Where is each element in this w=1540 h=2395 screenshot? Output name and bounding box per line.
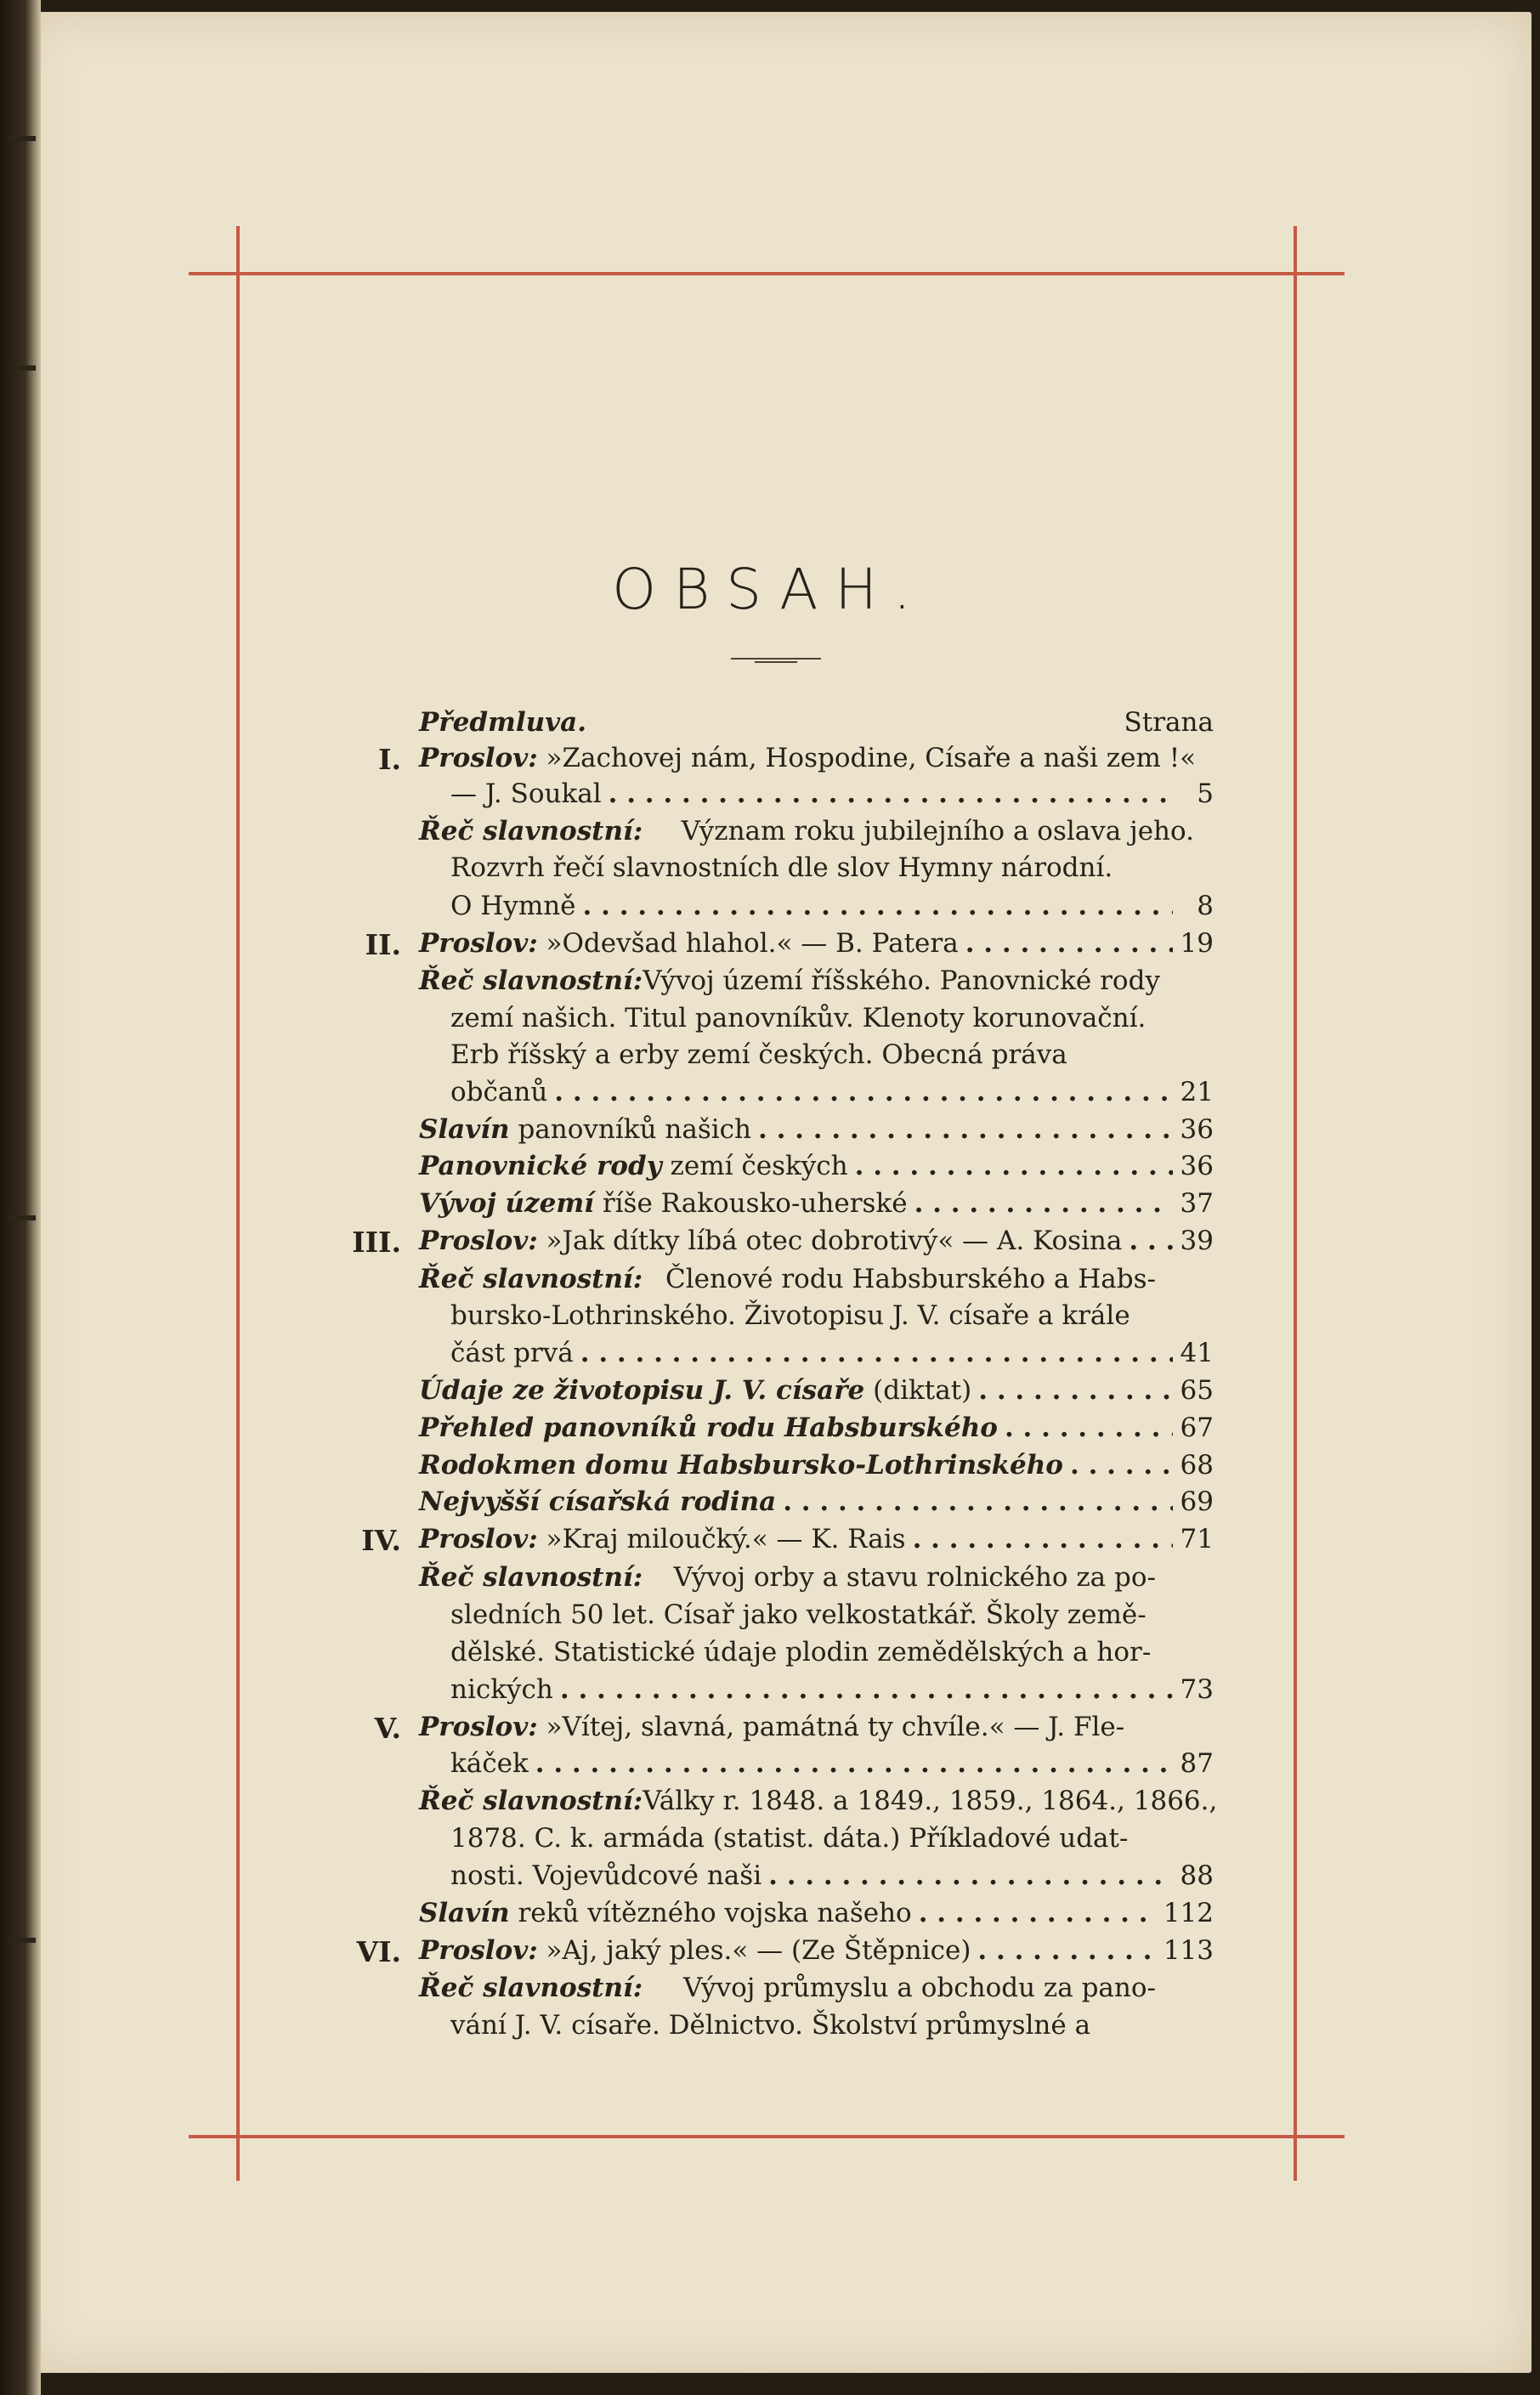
toc-entry-text: »Vítej, slavná, památná ty chvíle.« — J. Fle-: [546, 1712, 1125, 1742]
toc-entry: [419, 1375, 1214, 1406]
toc-entry-label: Řeč slavnostní:: [419, 816, 643, 846]
toc-entry-label: Předmluva.: [419, 707, 587, 738]
frame-rule-right: [1294, 226, 1297, 2181]
toc-entry-label: Údaje ze životopisu J. V. císaře: [419, 1375, 865, 1406]
toc-entry: [450, 1077, 1214, 1107]
toc-entry: [419, 1264, 1156, 1294]
toc-entry: [450, 1039, 1198, 1070]
toc-page-number: 39: [1180, 1226, 1214, 1256]
toc-entry: [419, 1413, 1214, 1443]
toc-entry-label: Proslov:: [419, 928, 538, 959]
toc-entry: [450, 2010, 1198, 2041]
toc-entry-text: bursko-Lothrinského. Životopisu J. V. císaře a krále: [450, 1300, 1130, 1331]
toc-entry: [450, 1637, 1198, 1667]
toc-entry-text: »Zachovej nám, Hospodine, Císaře a naši zem !«: [546, 743, 1197, 773]
toc-page-number: 41: [1180, 1338, 1214, 1368]
toc-entry: [419, 1486, 1214, 1517]
toc-entry-label: Řeč slavnostní:: [419, 1973, 643, 2003]
toc-section-number: V.: [374, 1712, 401, 1745]
toc-entry-text: panovníků našich: [518, 1114, 751, 1145]
toc-entry-label: Proslov:: [419, 1712, 538, 1742]
toc-entry: [450, 1599, 1198, 1630]
toc-section-number: III.: [352, 1226, 401, 1259]
toc-entry-text: nosti. Vojevůdcové naši: [450, 1860, 762, 1891]
toc-entry-text: reků vítězného vojska našeho: [518, 1898, 912, 1928]
toc-entry: [419, 1786, 1218, 1816]
toc-entry: [450, 852, 1198, 883]
toc-entry-text: Členové rodu Habsburského a Habs-: [665, 1264, 1156, 1294]
toc-entry: [419, 743, 1214, 773]
toc-page-number: 69: [1180, 1486, 1214, 1517]
toc-page-number: 36: [1180, 1151, 1214, 1181]
toc-entry: [419, 1712, 1214, 1742]
frame-rule-bottom: [189, 2135, 1345, 2138]
toc-entry-text: zemí našich. Titul panovníkův. Klenoty korunovační.: [450, 1003, 1147, 1033]
toc-page-number: 71: [1180, 1524, 1214, 1554]
toc-entry: [419, 816, 1194, 846]
toc-entry: [450, 1823, 1198, 1854]
toc-entry-text: Rozvrh řečí slavnostních dle slov Hymny národní.: [450, 852, 1113, 883]
toc-entry-label: Rodokmen domu Habsbursko-Lothrinského: [419, 1450, 1063, 1481]
toc-entry-text: nických: [450, 1674, 553, 1705]
toc-section-number: II.: [365, 928, 401, 961]
toc-entry-text: říše Rakousko-uherské: [602, 1188, 908, 1219]
spine-mark: [8, 365, 36, 371]
toc-entry-text: »Odevšad hlahol.« — B. Patera: [546, 928, 959, 959]
toc-page-number: 19: [1180, 928, 1214, 959]
toc-entry-label: Panovnické rody: [419, 1151, 662, 1181]
toc-entry-text: Erb říšský a erby zemí českých. Obecná práva: [450, 1039, 1067, 1070]
toc-page-number: 87: [1180, 1748, 1214, 1779]
toc-entry-text: Význam roku jubilejního a oslava jeho.: [681, 816, 1194, 846]
toc-entry-label: Slavín: [419, 1114, 510, 1145]
toc-entry: [450, 891, 1214, 921]
toc-entry: [419, 965, 1160, 996]
toc-entry: [450, 1860, 1214, 1891]
toc-entry: [419, 1562, 1156, 1593]
spine-mark: [8, 136, 36, 141]
toc-entry: [419, 1524, 1214, 1554]
title-ornament: [731, 656, 821, 665]
toc-entry: [419, 1188, 1214, 1219]
toc-page-number: 21: [1180, 1077, 1214, 1107]
frame-rule-left: [236, 226, 240, 2181]
toc-entry: [419, 1898, 1214, 1928]
toc-page-number: 112: [1163, 1898, 1214, 1928]
toc-entry-label: Nejvyšší císařská rodina: [419, 1486, 777, 1517]
toc-entry: [419, 928, 1214, 959]
toc-entry-text: káček: [450, 1748, 529, 1779]
toc-entry: [450, 1338, 1214, 1368]
toc-entry-label: Proslov:: [419, 1524, 538, 1554]
toc-entry: [419, 707, 895, 738]
toc-section-number: I.: [378, 743, 401, 776]
toc-entry-text: Vývoj průmyslu a obchodu za pano-: [682, 1973, 1156, 2003]
toc-entry-text: sledních 50 let. Císař jako velkostatkář. Školy země-: [450, 1599, 1147, 1630]
frame-rule-top: [189, 272, 1345, 275]
toc-section-number: IV.: [361, 1524, 401, 1557]
toc-entry-label: Řeč slavnostní:: [419, 1562, 643, 1593]
book-spine: [0, 0, 41, 2395]
toc-entry-text: Války r. 1848. a 1849., 1859., 1864., 1866.,: [643, 1786, 1218, 1816]
toc-page-number: 37: [1180, 1188, 1214, 1219]
toc-entry-text: Vývoj orby a stavu rolnického za po-: [673, 1562, 1156, 1593]
toc-section-number: VI.: [356, 1935, 401, 1968]
toc-entry-text: část prvá: [450, 1338, 574, 1368]
toc-entry: [419, 1226, 1214, 1256]
toc-page-number: 113: [1163, 1935, 1214, 1966]
toc-entry-text: vání J. V. císaře. Dělnictvo. Školství průmyslné a: [450, 2010, 1091, 2041]
page-title: OBSAH.: [612, 557, 928, 622]
toc-entry: [450, 1003, 1198, 1033]
toc-entry-text: zemí českých: [670, 1151, 848, 1181]
toc-entry: [450, 1300, 1198, 1331]
toc-entry-text: (diktat): [873, 1375, 972, 1406]
toc-entry-text: »Kraj miloučký.« — K. Rais: [546, 1524, 906, 1554]
toc-entry: [450, 1748, 1214, 1779]
toc-entry-label: Proslov:: [419, 1226, 538, 1256]
spine-mark: [8, 1215, 36, 1220]
toc-entry: [419, 1450, 1214, 1481]
toc-entry-text: »Jak dítky líbá otec dobrotivý« — A. Kosina: [546, 1226, 1123, 1256]
toc-entry-text: — J. Soukal: [450, 779, 602, 809]
toc-entry-label: Proslov:: [419, 1935, 538, 1966]
toc-page-number: 65: [1180, 1375, 1214, 1406]
toc-entry-text: »Aj, jaký ples.« — (Ze Štěpnice): [546, 1935, 971, 1966]
toc-page-number: 36: [1180, 1114, 1214, 1145]
toc-page-number: 67: [1180, 1413, 1214, 1443]
toc-entry-label: Přehled panovníků rodu Habsburského: [419, 1413, 998, 1443]
toc-entry: [419, 1973, 1156, 2003]
toc-entry-label: Řeč slavnostní:: [419, 1264, 643, 1294]
toc-entry-label: Slavín: [419, 1898, 510, 1928]
toc-entry-label: Proslov:: [419, 743, 538, 773]
toc-page-number: 68: [1180, 1450, 1214, 1481]
toc-entry-text: občanů: [450, 1077, 548, 1107]
toc-page-number: 73: [1180, 1674, 1214, 1705]
toc-entry: [450, 779, 1214, 809]
page-column-label: Strana: [1124, 707, 1214, 738]
toc-entry-label: Vývoj území: [419, 1188, 594, 1219]
toc-entry-label: Řeč slavnostní:: [419, 1786, 643, 1816]
spine-mark: [8, 1938, 36, 1943]
toc-entry-text: dělské. Statistické údaje plodin zemědělských a hor-: [450, 1637, 1152, 1667]
toc-entry: [450, 1674, 1214, 1705]
toc-entry: [419, 1935, 1214, 1966]
toc-page-number: 5: [1197, 779, 1214, 809]
toc-entry: [419, 1114, 1214, 1145]
toc-entry-label: Řeč slavnostní:: [419, 965, 643, 996]
toc-entry-text: 1878. C. k. armáda (statist. dáta.) Příkladové udat-: [450, 1823, 1129, 1854]
toc-page-number: 8: [1197, 891, 1214, 921]
toc-entry-text: Vývoj území říšského. Panovnické rody: [643, 965, 1160, 996]
toc-page-number: 88: [1180, 1860, 1214, 1891]
toc-entry-text: O Hymně: [450, 891, 576, 921]
toc-entry: [419, 1151, 1214, 1181]
